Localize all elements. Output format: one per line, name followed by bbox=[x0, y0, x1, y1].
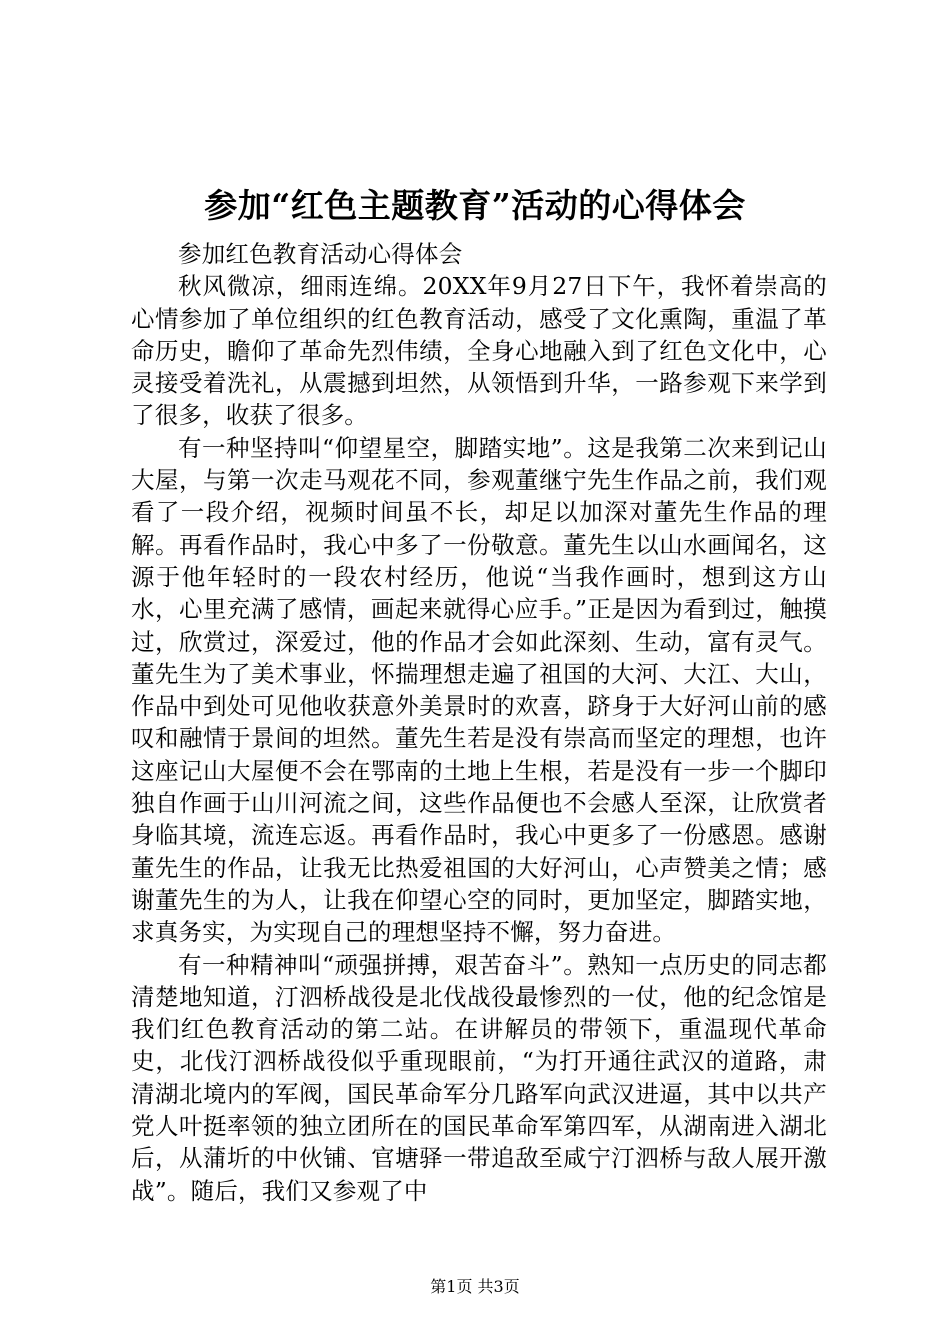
body-paragraph-3: 有一种精神叫“顽强拼搏，艰苦奋斗”。熟知一点历史的同志都清楚地知道，汀泗桥战役是北伐战役最惨烈的一仗，他的纪念馆是我们红色教育活动的第二站。在讲解员的带领下，重温现代革命史，北伐汀泗桥战役似乎重现眼前，“为打开通往武汉的道路，肃清湖北境内的军阀，国民革命军分几路军向武汉进逼，其中以共产党人叶挺率领的独立团所在的国民革命军第四军，从湖南进入湖北后，从蒲圻的中伙铺、官塘驿一带追敌至咸宁汀泗桥与敌人展开激战”。随后，我们又参观了中 bbox=[131, 950, 827, 1205]
body-paragraph-2: 有一种坚持叫“仰望星空，脚踏实地”。这是我第二次来到记山大屋，与第一次走马观花不同，参观董继宁先生作品之前，我们观看了一段介绍，视频时间虽不长，却足以加深对董先生作品的理解。再看作品时，我心中多了一份敬意。董先生以山水画闻名，这源于他年轻时的一段农村经历，他说“当我作画时，想到这方山水，心里充满了感情，画起来就得心应手。”正是因为看到过，触摸过，欣赏过，深爱过，他的作品才会如此深刻、生动，富有灵气。董先生为了美术事业，怀揣理想走遍了祖国的大河、大江、大山，作品中到处可见他收获意外美景时的欢喜，跻身于大好河山前的感叹和融情于景间的坦然。董先生若是没有崇高而坚定的理想，也许这座记山大屋便不会在鄂南的土地上生根，若是没有一步一个脚印独自作画于山川河流之间，这些作品便也不会感人至深，让欣赏者身临其境，流连忘返。再看作品时，我心中更多了一份感恩。感谢董先生的作品，让我无比热爱祖国的大好河山，心声赞美之情；感谢董先生的为人，让我在仰望心空的同时，更加坚定，脚踏实地，求真务实，为实现自己的理想坚持不懈，努力奋进。 bbox=[131, 433, 827, 947]
body-paragraph-1: 秋风微凉，细雨连绵。20XX年9月27日下午，我怀着崇高的心情参加了单位组织的红色教育活动，感受了文化熏陶，重温了革命历史，瞻仰了革命先烈伟绩，全身心地融入到了红色文化中，心灵接受着洗礼，从震撼到坦然，从领悟到升华，一路参观下来学到了很多，收获了很多。 bbox=[131, 272, 827, 430]
document-body bbox=[131, 238, 827, 1207]
subtitle-paragraph: 参加红色教育活动心得体会 bbox=[178, 240, 463, 268]
page-footer: 第1页 共3页 bbox=[430, 1277, 520, 1296]
document-title: 参加“红色主题教育”活动的心得体会 bbox=[204, 186, 746, 225]
